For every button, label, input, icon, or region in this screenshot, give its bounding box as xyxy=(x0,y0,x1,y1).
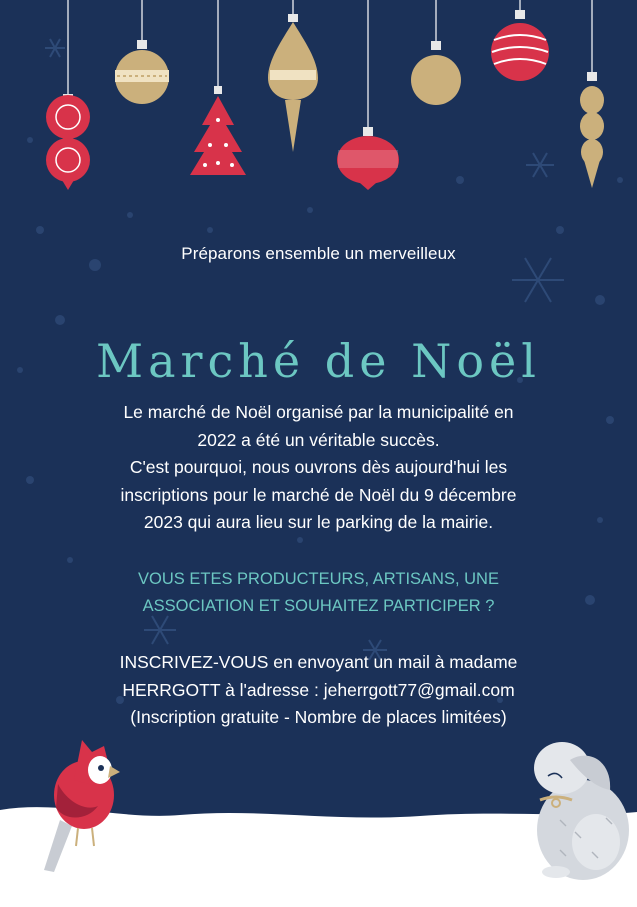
tree-ornament-icon xyxy=(190,86,246,175)
christmas-ornament-icon xyxy=(491,10,549,81)
christmas-ornament-icon xyxy=(46,94,90,190)
body-line: inscriptions pour le marché de Noël du 9 décembre xyxy=(120,484,517,505)
christmas-ornament-icon xyxy=(337,127,399,190)
christmas-ornament-icon xyxy=(268,14,318,152)
signup-line: HERRGOTT à l'adresse : jeherrgott77@gmail.com xyxy=(122,679,515,700)
christmas-ornament-icon xyxy=(115,40,169,104)
body-line: Le marché de Noël organisé par la municipalité en xyxy=(123,402,514,422)
christmas-ornament-icon xyxy=(411,41,461,105)
question-line: ASSOCIATION ET SOUHAITEZ PARTICIPER ? xyxy=(142,597,495,615)
signup-line: INSCRIVEZ-VOUS en envoyant un mail à madame xyxy=(119,652,518,672)
intro-text: Préparons ensemble un merveilleux xyxy=(181,244,456,263)
body-paragraph xyxy=(40,399,597,537)
poster-title: Marché de Noël xyxy=(96,333,541,388)
question-line: VOUS ETES PRODUCTEURS, ARTISANS, UNE xyxy=(138,570,499,588)
signup-instructions xyxy=(30,649,607,732)
rabbit-icon xyxy=(534,742,629,880)
body-line: 2023 qui aura lieu sur le parking de la mairie. xyxy=(143,512,494,532)
body-line: 2022 a été un véritable succès. xyxy=(197,429,440,450)
signup-line: (Inscription gratuite - Nombre de places limitées) xyxy=(130,707,507,727)
question-callout xyxy=(30,566,607,620)
body-line: C'est pourquoi, nous ouvrons dès aujourd'hui les xyxy=(129,457,508,477)
christmas-ornament-icon xyxy=(580,72,604,188)
